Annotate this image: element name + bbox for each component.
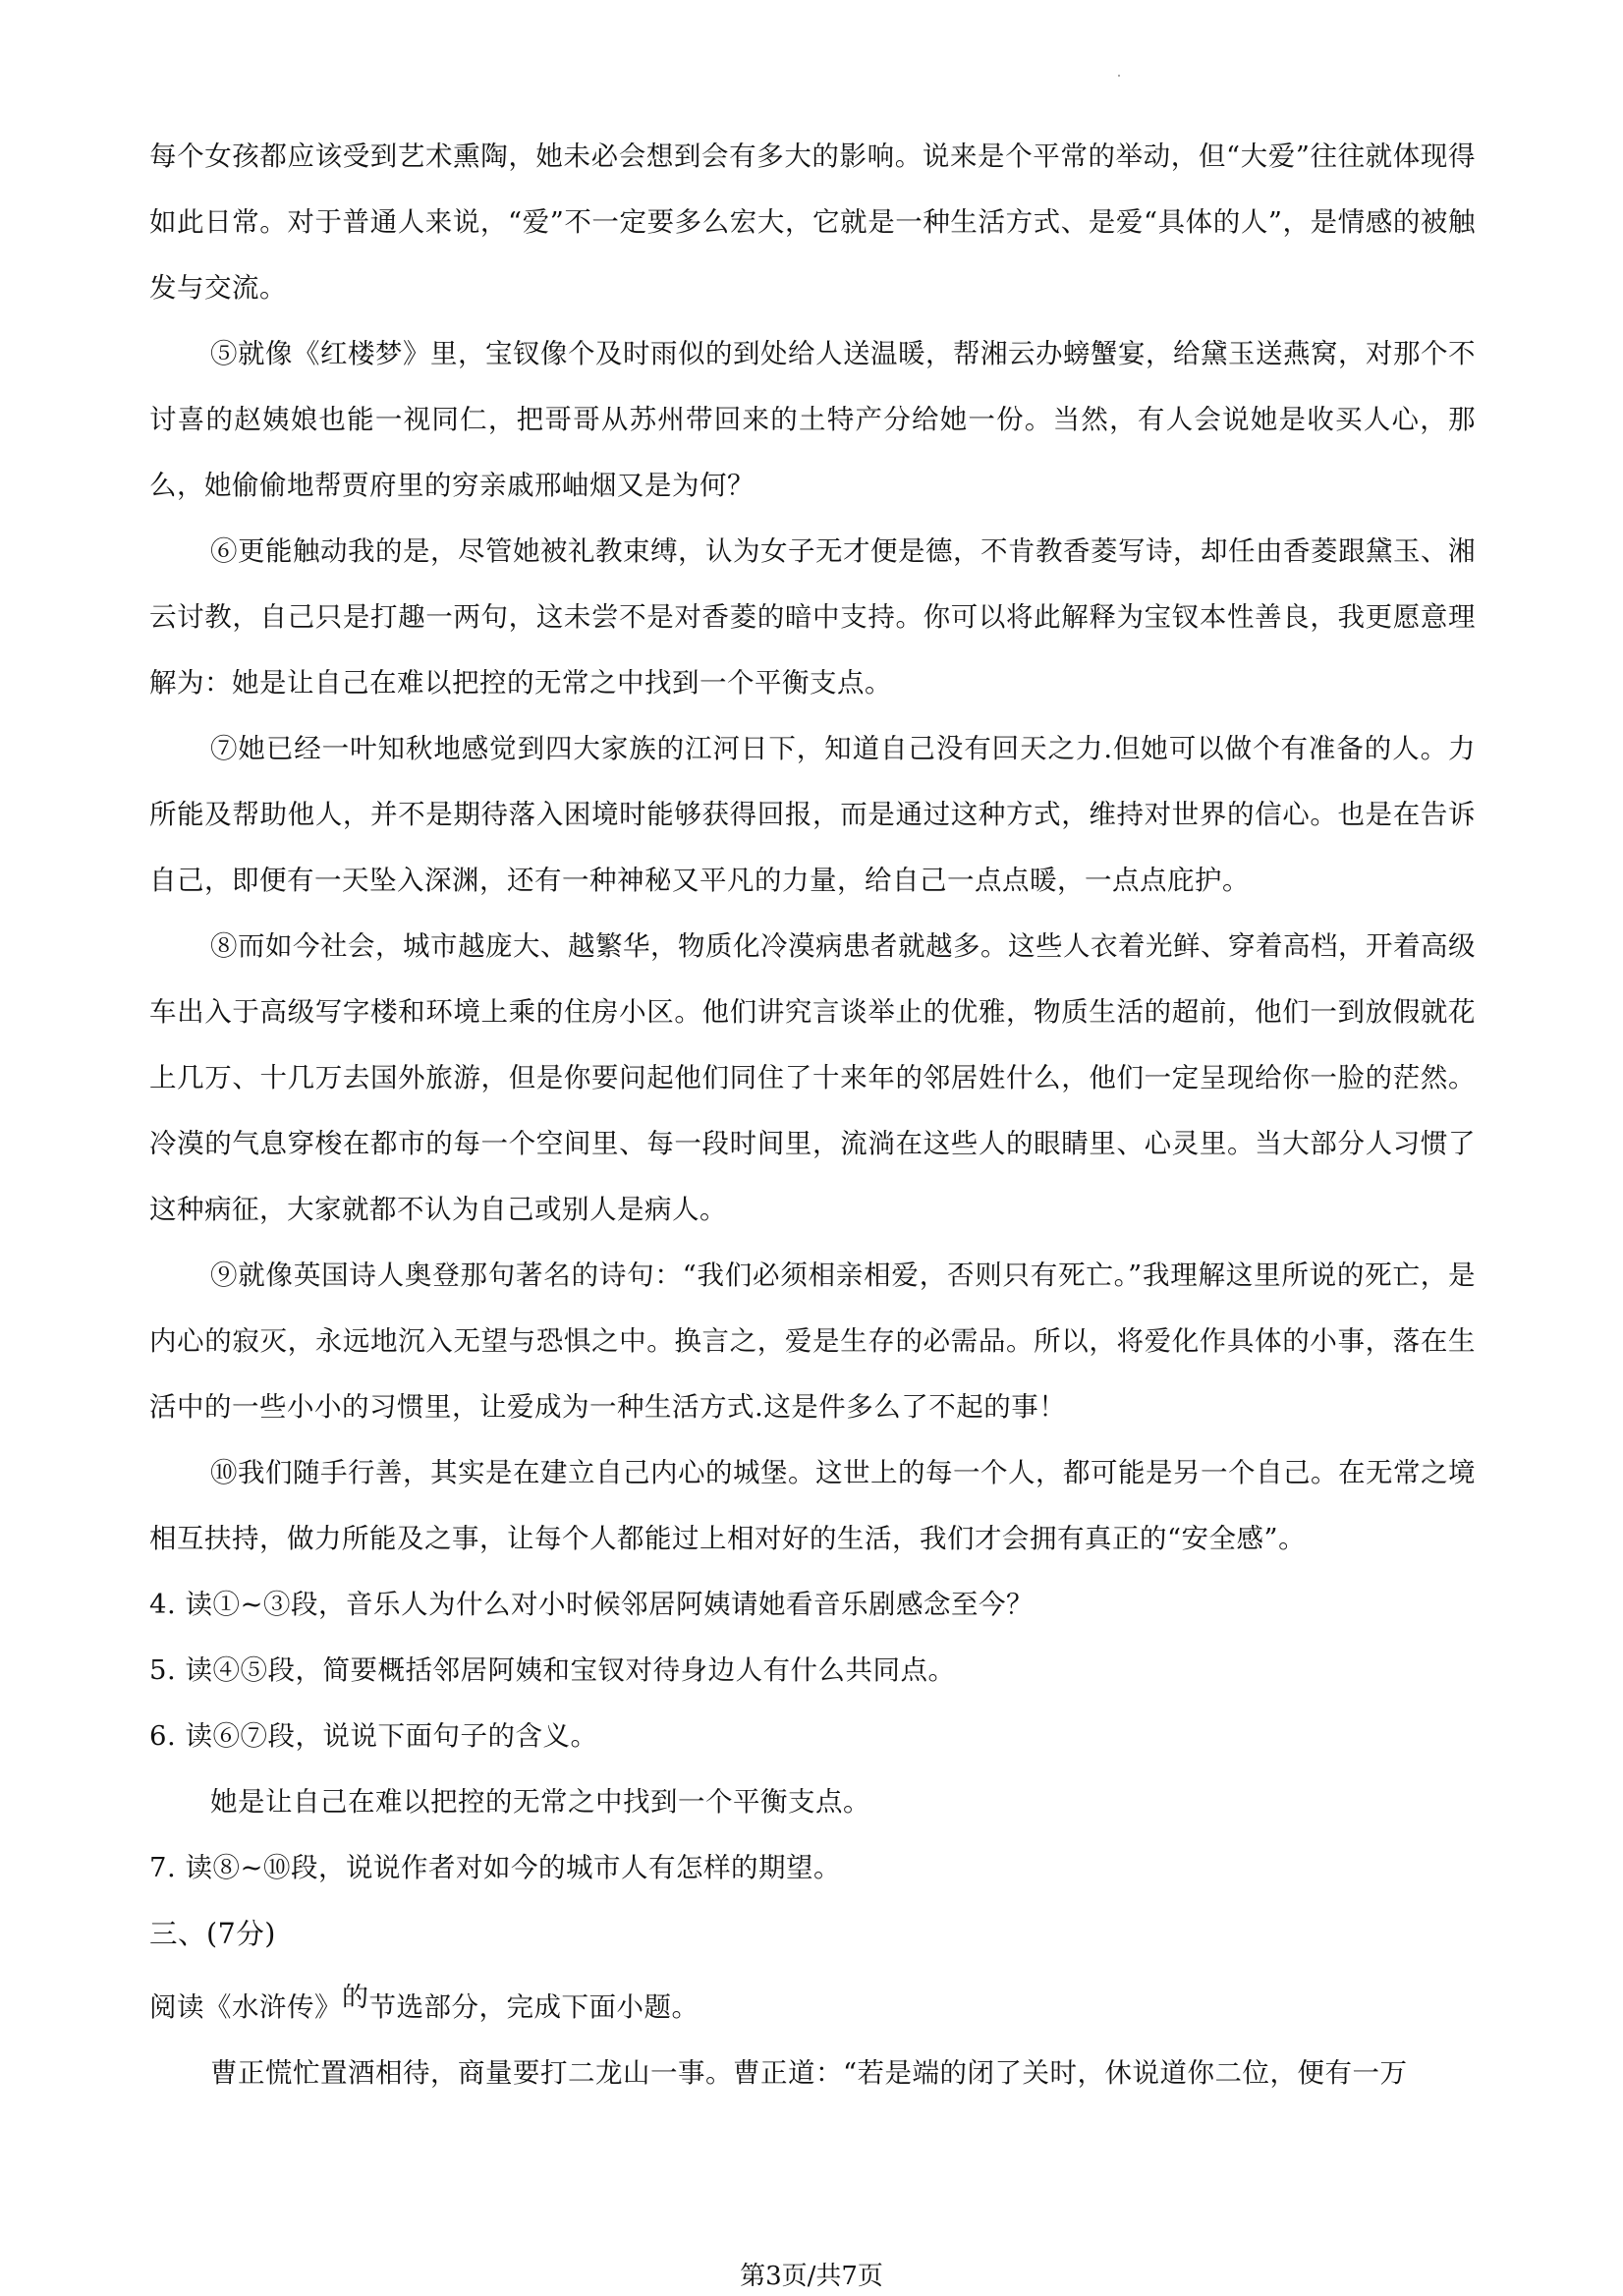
excerpt-first-line: 曹正慌忙置酒相待，商量要打二龙山一事。曹正道：“若是端的闭了关时，休说道你二位，便有一万	[210, 2057, 1408, 2089]
section-intro-sup: 的	[342, 1983, 369, 2013]
paragraph-7: ⑦她已经一叶知秋地感觉到四大家族的江河日下，知道自己没有回天之力.但她可以做个有准备的人。力所能及帮助他人，并不是期待落入困境时能够获得回报，而是通过这种方式，维持对世界的信心。也是在告诉自己，即便有一天坠入深渊，还有一种神秘又平凡的力量，给自己一点点暖，一点点庇护。	[149, 733, 1476, 896]
paragraph-6: ⑥更能触动我的是，尽管她被礼教束缚，认为女子无才便是德，不肯教香菱写诗，却任由香菱跟黛玉、湘云讨教，自己只是打趣一两句，这未尝不是对香菱的暗中支持。你可以将此解释为宝钗本性善良，我更愿意理解为：她是让自己在难以把控的无常之中找到一个平衡支点。	[149, 535, 1476, 699]
question-5: 5. 读④⑤段，简要概括邻居阿姨和宝钗对待身边人有什么共同点。	[149, 1654, 956, 1686]
section-intro-before: 阅读《水浒传》	[149, 1991, 342, 2023]
question-6: 6. 读⑥⑦段，说说下面句子的含义。	[149, 1720, 598, 1752]
section-intro-after: 节选部分，完成下面小题。	[368, 1991, 700, 2023]
paragraph-5: ⑤就像《红楼梦》里，宝钗像个及时雨似的到处给人送温暖，帮湘云办螃蟹宴，给黛玉送燕窝，对那个不讨喜的赵姨娘也能一视同仁，把哥哥从苏州带回来的土特产分给她一份。当然，有人会说她是收买人心，那么，她偷偷地帮贾府里的穷亲戚邢岫烟又是为何？	[149, 338, 1476, 501]
paragraph-9: ⑨就像英国诗人奥登那句著名的诗句：“我们必须相亲相爱，否则只有死亡。”我理解这里所说的死亡，是内心的寂灭，永远地沉入无望与恐惧之中。换言之，爱是生存的必需品。所以，将爱化作具体的小事，落在生活中的一些小小的习惯里，让爱成为一种生活方式.这是件多么了不起的事！	[149, 1260, 1476, 1423]
scan-speck	[1118, 75, 1120, 77]
paragraph-10: ⑩我们随手行善，其实是在建立自己内心的城堡。这世上的每一个人，都可能是另一个自己。在无常之境相互扶持，做力所能及之事，让每个人都能过上相对好的生活，我们才会拥有真正的“安全感”。	[149, 1457, 1476, 1554]
question-7: 7. 读⑧~⑩段，说说作者对如今的城市人有怎样的期望。	[149, 1852, 842, 1883]
question-4: 4. 读①~③段，音乐人为什么对小时候邻居阿姨请她看音乐剧感念至今？	[149, 1589, 1035, 1620]
page-content	[149, 124, 1476, 2106]
page-footer: 第3页/共7页	[740, 2262, 883, 2291]
section-intro	[149, 1975, 1476, 2041]
section-title: 三、(7分)	[149, 1918, 276, 1950]
paragraph-continuation: 每个女孩都应该受到艺术熏陶，她未必会想到会有多大的影响。说来是个平常的举动，但“大爱”往往就体现得如此日常。对于普通人来说，“爱”不一定要多么宏大，它就是一种生活方式、是爱“具体的人”，是情感的被触发与交流。	[149, 140, 1476, 304]
quoted-sentence: 她是让自己在难以把控的无常之中找到一个平衡支点。	[210, 1786, 870, 1818]
paragraph-8: ⑧而如今社会，城市越庞大、越繁华，物质化冷漠病患者就越多。这些人衣着光鲜、穿着高档，开着高级车出入于高级写字楼和环境上乘的住房小区。他们讲究言谈举止的优雅，物质生活的超前，他们一到放假就花上几万、十几万去国外旅游，但是你要问起他们同住了十来年的邻居姓什么，他们一定呈现给你一脸的茫然。冷漠的气息穿梭在都市的每一个空间里、每一段时间里，流淌在这些人的眼睛里、心灵里。当大部分人习惯了这种病征，大家就都不认为自己或别人是病人。	[149, 930, 1476, 1225]
